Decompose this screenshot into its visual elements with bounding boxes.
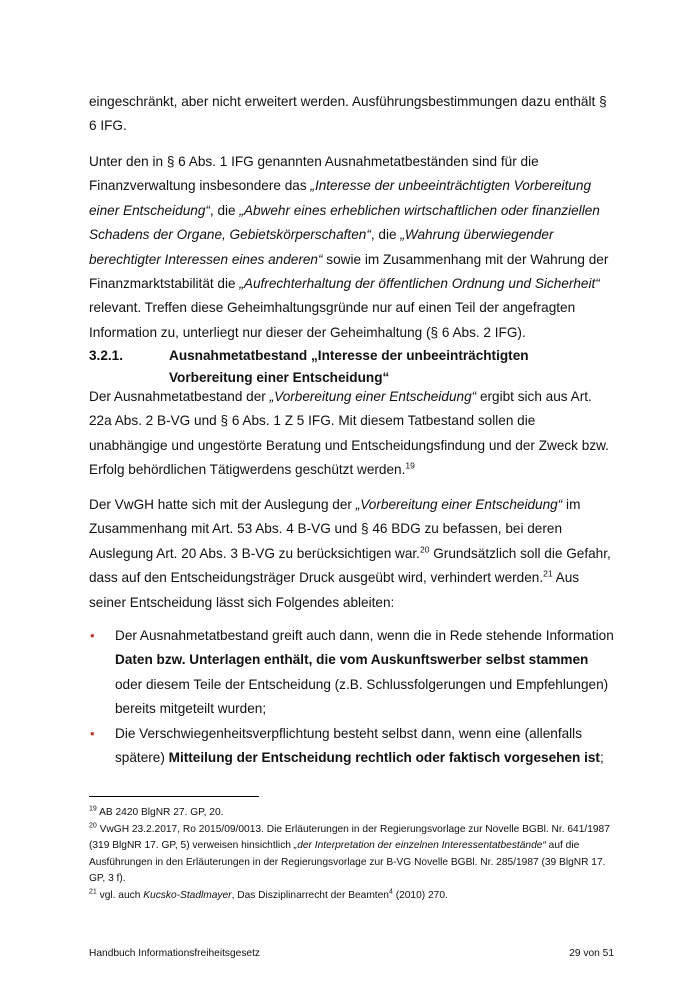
page-footer — [89, 948, 614, 959]
bullet-list — [89, 624, 614, 770]
footnote-number: 21 — [89, 888, 97, 896]
bold-text: Daten bzw. Unterlagen enthält, die vom Auskunftswerber selbst stammen — [115, 652, 589, 668]
text-run: Der VwGH hatte sich mit der Auslegung der — [89, 497, 356, 512]
text-run: eingeschränkt, aber nicht erweitert werden. Ausführungsbestimmungen dazu enthält § 6 IFG. — [89, 94, 607, 134]
text-run: ergibt sich aus Art. 22a Abs. 2 B-VG und § 6 Abs. 1 Z 5 IFG. Mit diesem Tatbestand sollen die unabhängige und ungestörte Beratung und Entscheidungsfindung und der Zweck bzw. Erfolg behördlichen Tätigwerdens geschützt werden. — [89, 389, 609, 478]
paragraph-definition — [89, 385, 614, 483]
footnote-ref[interactable]: 21 — [543, 568, 553, 579]
text-run: , die — [209, 202, 240, 218]
text-run: sowie im Zusammenhang mit der Wahrung der Finanzmarktstabilität die — [89, 251, 609, 292]
text-run: , die — [370, 227, 401, 243]
text-run: im Zusammenhang mit Art. 53 Abs. 4 B-VG und § 46 BDG zu befassen, bei deren Auslegung Art. 20 Abs. 3 B-VG zu berücksichtigen war. — [89, 497, 581, 561]
footnote-text: vgl. auch — [96, 889, 144, 901]
text-run: Die Verschwiegenheitsverpflichtung besteht selbst dann, wenn eine (allenfalls spätere) — [115, 725, 582, 766]
footnote-text: auf die Ausführungen in den Erläuterungen in der Regierungsvorlage zur B-VG Novelle BGBl. Nr. 285/1987 (39 BlgNR 17. GP, 3 f). — [89, 840, 606, 885]
text-run: Unter den in § 6 Abs. 1 IFG genannten Ausnahmetatbeständen sind für die Finanzverwaltung insbesondere das — [89, 154, 539, 194]
italic-quote: „Aufrechterhaltung der öffentlichen Ordnung und Sicherheit“ — [239, 276, 600, 292]
paragraph-exceptions — [89, 150, 614, 345]
paragraph-vwgh — [89, 493, 614, 615]
footnote-number: 19 — [89, 805, 97, 813]
italic-quote: „Wahrung überwiegender berechtigter Interessen eines anderen“ — [89, 227, 554, 267]
page-number: 29 von 51 — [569, 948, 614, 959]
text-run: Grundsätzlich soll die Gefahr, dass auf den Entscheidungsträger Druck ausgeübt wird, verhindert werden. — [89, 545, 611, 586]
footnote-21 — [89, 888, 614, 905]
footnote-text: AB 2420 BlgNR 27. GP, 20. — [96, 807, 224, 818]
list-item — [89, 624, 614, 722]
footnote-divider — [89, 796, 259, 797]
text-run: Aus seiner Entscheidung lässt sich Folgendes ableiten: — [89, 570, 580, 610]
list-item — [89, 722, 614, 771]
section-title: Ausnahmetatbestand „Interesse der unbeeinträchtigten Vorbereitung einer Entscheidung“ — [169, 348, 529, 385]
italic-quote: „Vorbereitung einer Entscheidung“ — [355, 497, 563, 512]
edition-superscript: 4 — [388, 888, 393, 896]
italic-quote: „Interesse der unbeeinträchtigten Vorbereitung einer Entscheidung“ — [89, 178, 592, 218]
text-run: oder diesem Teile der Entscheidung (z.B. Schlussfolgerungen und Empfehlungen) bereits mitgeteilt wurden; — [115, 676, 609, 717]
footnote-number: 20 — [89, 822, 97, 830]
text-run: Der Ausnahmetatbestand greift auch dann, wenn die in Rede stehende Information — [115, 628, 614, 643]
text-run: Der Ausnahmetatbestand der — [89, 389, 270, 404]
text-run: relevant. Treffen diese Geheimhaltungsgründe nur auf einen Teil der angefragten Information zu, unterliegt nur dieser der Geheimhaltung (§ 6 Abs. 2 IFG). — [89, 300, 576, 340]
text-run: ; — [599, 750, 604, 766]
footnote-ref[interactable]: 19 — [405, 460, 415, 471]
bold-text: Mitteilung der Entscheidung rechtlich oder faktisch vorgesehen ist — [168, 750, 600, 766]
section-heading — [89, 345, 614, 389]
footer-title: Handbuch Informationsfreiheitsgesetz — [89, 948, 261, 959]
bullet-icon: • — [90, 628, 95, 643]
footnote-text: VwGH 23.2.2017, Ro 2015/09/0013. Die Erläuterungen in der Regierungsvorlage zur Novelle BGBl. Nr. 641/1987 (319 BlgNR 17. GP, 5) verweisen hinsichtlich — [89, 823, 610, 852]
footnotes — [89, 805, 614, 905]
footnote-19 — [89, 805, 614, 822]
section-number: 3.2.1. — [89, 348, 124, 363]
footnote-ref[interactable]: 20 — [419, 544, 430, 555]
footnote-text: , Das Disziplinarrecht der Beamten — [231, 889, 389, 901]
footnote-text: (2010) 270. — [392, 889, 448, 901]
italic-quote: „Abwehr eines erheblichen wirtschaftlichen oder finanziellen Schadens der Organe, Gebietskörperschaften“ — [89, 202, 600, 243]
footnote-italic: „der Interpretation der einzelnen Interessentatbestände“ — [293, 840, 546, 852]
footnote-20 — [89, 822, 614, 888]
italic-quote: „Vorbereitung einer Entscheidung“ — [269, 389, 477, 404]
bullet-icon: • — [90, 725, 95, 741]
paragraph-continuation — [89, 90, 614, 139]
footnote-italic: Kucsko-Stadlmayer — [143, 889, 232, 901]
